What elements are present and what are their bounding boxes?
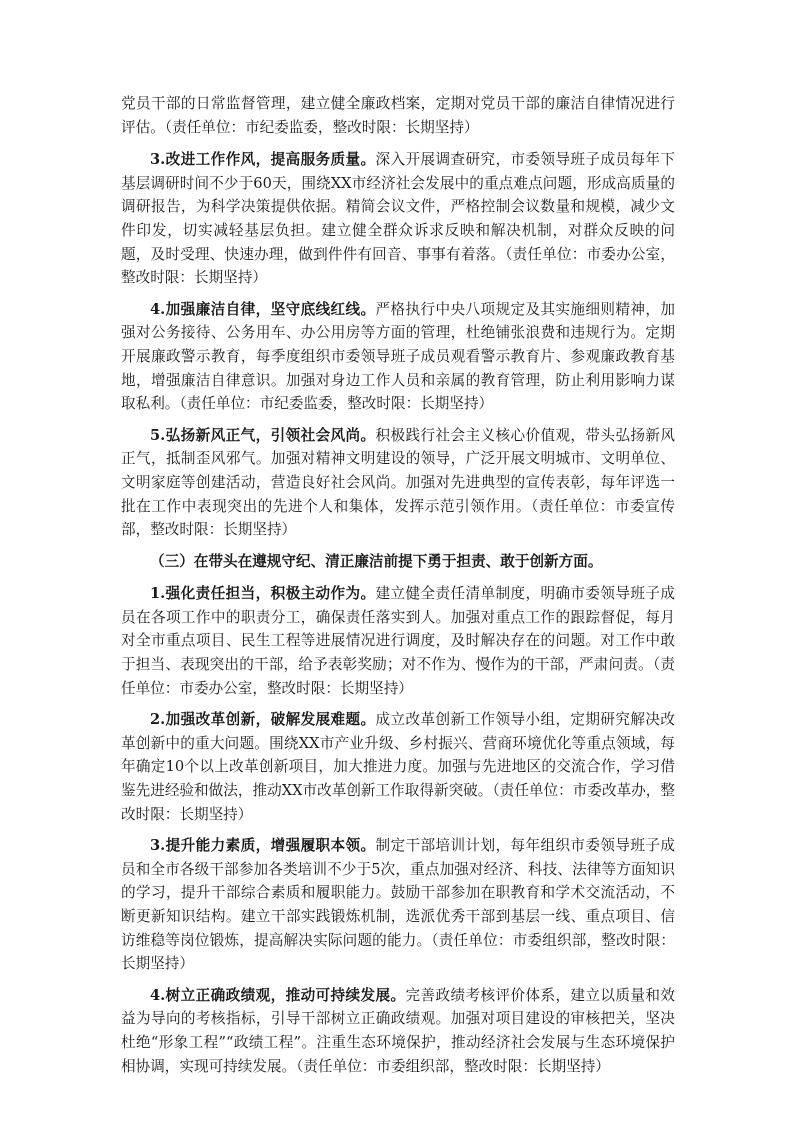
paragraph-text: 党员干部的日常监督管理，建立健全廉政档案，定期对党员干部的廉洁自律情况进行评估。（责任单位：市纪委监委，整改时限：长期坚持）	[121, 95, 675, 136]
section-heading: （三）在带头在遵规守纪、清正廉洁前提下勇于担责、敢于创新方面。	[150, 552, 603, 570]
section-item-3	[121, 834, 675, 976]
paragraph-lead: 3.提升能力素质，增强履职本领。	[150, 837, 376, 855]
document-page	[121, 92, 675, 1086]
paragraph-text: 建立健全责任清单制度，明确市委领导班子成员在各项工作中的职责分工，确保责任落实到人。加强对重点工作的跟踪督促，每月对全市重点项目、民生工程等进展情况进行调度，及时解决存在的问题。对工作中敢于担当、表现突出的干部，给予表彰奖励；对不作为、慢作为的干部，严肃问责。（责任单位：市委办公室，整改时限：长期坚持）	[121, 585, 675, 697]
paragraph-lead: 1.强化责任担当，积极主动作为。	[150, 585, 376, 603]
section-item-1	[121, 582, 675, 700]
paragraph-continued	[121, 92, 675, 139]
paragraph-item-4	[121, 298, 675, 416]
paragraph-text: 成立改革创新工作领导小组，定期研究解决改革创新中的重大问题。围绕XX市产业升级、乡村振兴、营商环境优化等重点领域，每年确定10个以上改革创新项目，加大推进力度。加强与先进地区的交流合作，学习借鉴先进经验和做法，推动XX市改革创新工作取得新突破。（责任单位：市委改革办，整改时限：长期坚持）	[121, 711, 675, 823]
section-item-2	[121, 708, 675, 826]
paragraph-lead: 3.改进工作作风，提高服务质量。	[150, 151, 376, 169]
section-item-4	[121, 984, 675, 1078]
paragraph-text: 完善政绩考核评价体系，建立以质量和效益为导向的考核指标，引导干部树立正确政绩观。加强对项目建设的审核把关，坚决杜绝“形象工程”“政绩工程”。注重生态环境保护，推动经济社会发展与生态环境保护相协调，实现可持续发展。（责任单位：市委组织部，整改时限：长期坚持）	[121, 986, 675, 1075]
paragraph-text: 深入开展调查研究，市委领导班子成员每年下基层调研时间不少于60天，围绕XX市经济社会发展中的重点难点问题，形成高质量的调研报告，为科学决策提供依据。精简会议文件，严格控制会议数量和规模，减少文件印发，切实减轻基层负担。建立健全群众诉求反映和解决机制，对群众反映的问题，及时受理、快速办理，做到件件有回音、事事有着落。（责任单位：市委办公室，整改时限：长期坚持）	[121, 151, 675, 287]
paragraph-lead: 4.树立正确政绩观，推动可持续发展。	[150, 986, 406, 1004]
paragraph-lead: 5.弘扬新风正气，引领社会风尚。	[150, 426, 376, 444]
paragraph-item-5	[121, 424, 675, 542]
paragraph-text: 制定干部培训计划，每年组织市委领导班子成员和全市各级干部参加各类培训不少于5次，重点加强对经济、科技、法律等方面知识的学习，提升干部综合素质和履职能力。鼓励干部参加在职教育和学术交流活动，不断更新知识结构。建立干部实践锻炼机制，选派优秀干部到基层一线、重点项目、信访维稳等岗位锻炼，提高解决实际问题的能力。（责任单位：市委组织部，整改时限：长期坚持）	[121, 837, 675, 973]
paragraph-item-3	[121, 148, 675, 290]
paragraph-text: 积极践行社会主义核心价值观，带头弘扬新风正气，抵制歪风邪气。加强对精神文明建设的领导，广泛开展文明城市、文明单位、文明家庭等创建活动，营造良好社会风尚。加强对先进典型的宣传表彰，每年评选一批在工作中表现突出的先进个人和集体，发挥示范引领作用。（责任单位：市委宣传部，整改时限：长期坚持）	[121, 426, 675, 539]
paragraph-text: 严格执行中央八项规定及其实施细则精神，加强对公务接待、公务用车、办公用房等方面的管理，杜绝铺张浪费和违规行为。定期开展廉政警示教育，每季度组织市委领导班子成员观看警示教育片、参观廉政教育基地，增强廉洁自律意识。加强对身边工作人员和亲属的教育管理，防止利用影响力谋取私利。（责任单位：市纪委监委，整改时限：长期坚持）	[121, 300, 675, 413]
paragraph-lead: 4.加强廉洁自律，坚守底线红线。	[150, 300, 376, 318]
paragraph-lead: 2.加强改革创新，破解发展难题。	[150, 711, 376, 729]
